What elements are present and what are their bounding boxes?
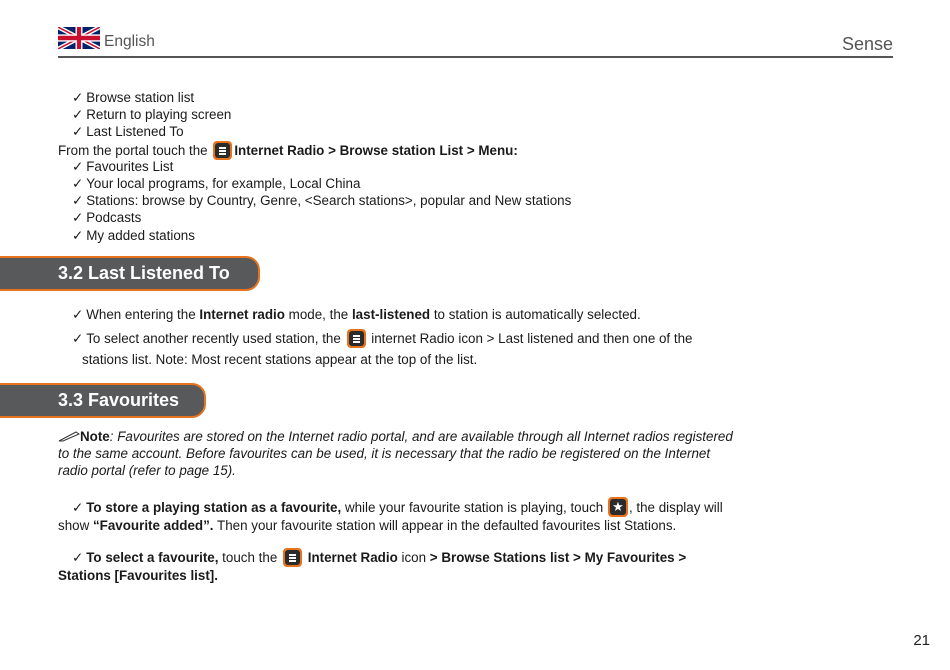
list-item: ✓ Last Listened To: [72, 124, 184, 139]
list-item: ✓ When entering the Internet radio mode, the last-listened to station is automatically selected.: [72, 307, 641, 322]
check-icon: ✓: [72, 500, 84, 515]
language-label: English: [104, 33, 155, 50]
section-title-favourites: 3.3 Favourites: [58, 390, 180, 410]
list-item: ✓ Browse station list: [72, 90, 195, 105]
check-icon: ✓: [72, 124, 84, 139]
star-icon: ★: [608, 497, 628, 517]
section-title-last-listened: 3.2 Last Listened To: [58, 263, 230, 283]
header-divider: [58, 56, 893, 58]
check-icon: ✓: [72, 331, 84, 346]
check-icon: ✓: [72, 176, 84, 191]
brand-name: Sense: [841, 34, 893, 54]
check-icon: ✓: [72, 159, 84, 174]
check-icon: ✓: [72, 550, 84, 565]
note-paragraph: Note: Favourites are stored on the Internet radio portal, and are available through all Internet radios registered to the same account. Before favourites can be used, it is necessary that the radio be registered on the Internet radio portal (refer to page 15).: [58, 429, 733, 478]
select-favourite-paragraph: ✓ To select a favourite, touch the Internet Radio icon > Browse Stations list > My Favourites > Stations [Favourites list].: [58, 550, 687, 583]
check-icon: ✓: [72, 210, 84, 225]
list-item: ✓ My added stations: [72, 228, 195, 243]
list-item: ✓ Stations: browse by Country, Genre, <Search stations>, popular and New stations: [72, 193, 572, 208]
store-favourite-paragraph: ✓ To store a playing station as a favourite, while your favourite station is playing, touch ★ , the display will show “Favourite added”. Then your favourite station will appear in the defaulted favourites list Stations.: [58, 499, 723, 533]
page-number: 21: [913, 632, 930, 649]
list-item-continuation: stations list. Note: Most recent stations appear at the top of the list.: [82, 352, 478, 367]
pen-note-icon: [58, 430, 80, 442]
menu-icon: [283, 548, 302, 567]
list-item: ✓ Podcasts: [72, 210, 142, 225]
check-icon: ✓: [72, 228, 84, 243]
uk-flag-icon: [58, 27, 100, 49]
list-item: ✓ Return to playing screen: [72, 107, 232, 122]
check-icon: ✓: [72, 107, 84, 122]
check-icon: ✓: [72, 307, 84, 322]
check-icon: ✓: [72, 193, 84, 208]
list-item: ✓ To select another recently used station, the internet Radio icon > Last listened and then one of the: [72, 331, 693, 346]
portal-instruction: From the portal touch the Internet Radio > Browse station List > Menu:: [58, 143, 518, 158]
menu-icon: [347, 329, 366, 348]
list-item: ✓ Your local programs, for example, Local China: [72, 176, 361, 191]
check-icon: ✓: [72, 90, 84, 105]
menu-icon: [213, 141, 232, 160]
list-item: ✓ Favourites List: [72, 159, 174, 174]
